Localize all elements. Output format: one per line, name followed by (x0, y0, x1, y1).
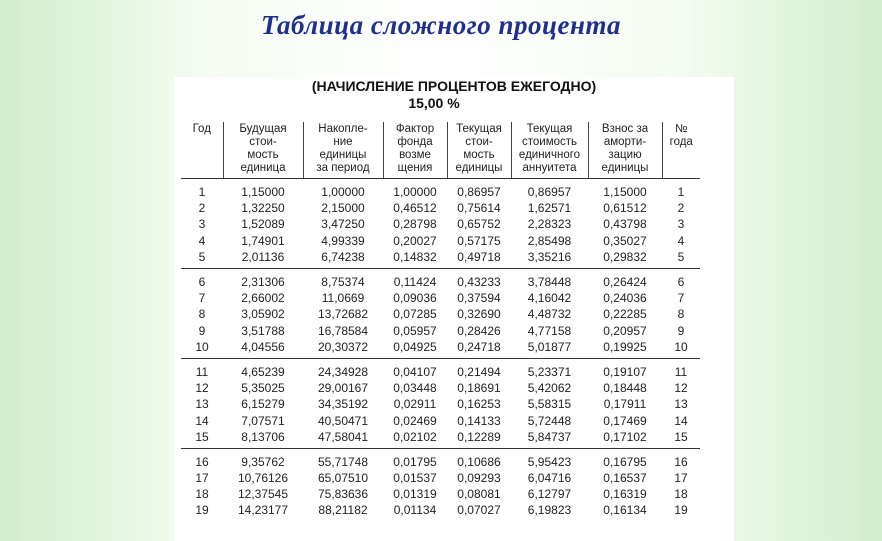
table-cell: 0,24036 (603, 291, 647, 306)
table-header-row (181, 122, 700, 179)
table-cell: 0,43233 (457, 275, 501, 290)
column-header-line: единицы (455, 162, 503, 174)
table-cell: 6,15279 (241, 397, 285, 412)
table-cell: 5 (198, 249, 206, 264)
table-row (181, 233, 700, 249)
table-cell: 0,01134 (393, 503, 437, 518)
column-header-line: единицы (319, 149, 367, 161)
table-row (181, 502, 700, 518)
table-row (181, 396, 700, 412)
table-cell: 24,34928 (317, 364, 369, 379)
slide-title: Таблица сложного процента (260, 10, 622, 40)
column-header-line: стои- (465, 136, 493, 148)
table-cell: 9 (677, 323, 685, 338)
table-cell: 47,58041 (317, 429, 369, 444)
interest-rate: 15,00 % (408, 95, 460, 111)
table-cell: 14 (195, 413, 209, 428)
table-cell: 0,17469 (603, 413, 647, 428)
table-cell: 2,28323 (527, 217, 572, 232)
table-row (181, 339, 700, 355)
table-cell: 11 (674, 364, 688, 379)
column-header-line: щения (397, 162, 433, 174)
table-cell: 75,83636 (317, 487, 369, 502)
table-cell: 6,19823 (527, 503, 572, 518)
table-cell: 5,42062 (527, 381, 572, 396)
column-header (181, 122, 223, 179)
table-cell: 4,99339 (321, 233, 365, 248)
table-cell: 1,74901 (241, 233, 285, 248)
table-cell: 4,77158 (527, 323, 572, 338)
table-cell: 0,16134 (603, 503, 647, 518)
column-header (662, 122, 700, 179)
table-cell: 0,18691 (457, 381, 501, 396)
table-cell: 0,16253 (457, 397, 501, 412)
table-cell: 8,13706 (241, 429, 285, 444)
table-cell: 6,04716 (527, 471, 572, 486)
table-cell: 0,26424 (603, 275, 647, 290)
column-header-line: Текущая (526, 123, 573, 135)
table-cell: 11,0669 (321, 291, 365, 306)
table-cell: 0,07027 (457, 503, 501, 518)
column-header (588, 122, 662, 179)
table-cell: 0,49718 (457, 249, 501, 264)
table-row (181, 249, 700, 265)
column-header-line: стоимость (521, 136, 578, 148)
table-cell: 0,04925 (393, 339, 437, 354)
table-cell: 3 (677, 217, 685, 232)
table-cell: 3,05902 (241, 307, 285, 322)
table-cell: 3,78448 (527, 275, 572, 290)
table-cell: 0,16319 (603, 487, 647, 502)
table-cell: 5,58315 (527, 397, 572, 412)
table-cell: 9,35762 (241, 454, 285, 469)
table-row (181, 274, 700, 290)
table-cell: 0,24718 (457, 339, 501, 354)
table-cell: 0,01537 (393, 471, 437, 486)
column-header-line: зацию (608, 149, 642, 161)
table-cell: 13,72682 (317, 307, 369, 322)
table-cell: 2 (198, 201, 206, 216)
table-cell: 0,46512 (393, 201, 437, 216)
column-header-line: стои- (249, 136, 277, 148)
column-header-line: Будущая (239, 123, 287, 135)
table-row (181, 216, 700, 232)
table-cell: 0,28426 (457, 323, 501, 338)
table-row (181, 200, 700, 216)
table-cell: 2,85498 (527, 233, 572, 248)
column-header-line: единица (240, 162, 286, 174)
table-cell: 88,21182 (318, 503, 368, 518)
table-cell: 5,35025 (241, 381, 285, 396)
table-cell: 0,14832 (393, 249, 437, 264)
table-cell: 0,86957 (527, 185, 572, 200)
column-header-line: Взнос за (601, 123, 649, 135)
table-cell: 3,51788 (241, 323, 285, 338)
table-cell: 12 (195, 381, 209, 396)
table-row (181, 486, 700, 502)
table-cell: 0,19107 (603, 364, 647, 379)
table-cell: 6,12797 (527, 487, 572, 502)
table-cell: 0,01319 (393, 487, 437, 502)
table-cell: 9 (198, 323, 206, 338)
table-cell: 29,00167 (317, 381, 369, 396)
table-cell: 10,76126 (237, 471, 289, 486)
table-cell: 0,19925 (603, 339, 647, 354)
table-row (181, 429, 700, 445)
table-cell: 0,12289 (457, 429, 501, 444)
table-cell: 4 (677, 233, 685, 248)
table-cell: 0,65752 (457, 217, 501, 232)
table-cell: 5,01877 (527, 339, 572, 354)
table-cell: 1,52089 (241, 217, 285, 232)
table-cell: 2,15000 (321, 201, 365, 216)
table-cell: 55,71748 (317, 454, 369, 469)
table-cell: 0,17102 (603, 429, 647, 444)
table-row (181, 290, 700, 306)
table-row (181, 380, 700, 396)
table-cell: 40,50471 (317, 413, 369, 428)
column-header-line: Фактор (395, 123, 435, 135)
table-row (181, 470, 700, 486)
table-cell: 4,48732 (527, 307, 572, 322)
table-cell: 0,16537 (603, 471, 647, 486)
table-cell: 10 (674, 339, 688, 354)
table-cell: 16 (674, 454, 688, 469)
table-cell: 4,65239 (241, 364, 285, 379)
table-cell: 0,05957 (393, 323, 437, 338)
table-cell: 3 (198, 217, 206, 232)
table-cell: 15 (674, 429, 688, 444)
table-cell: 5,95423 (527, 454, 572, 469)
column-header (383, 122, 447, 179)
column-header-line: фонда (397, 136, 433, 148)
table-row (181, 306, 700, 322)
table-cell: 0,11424 (393, 275, 437, 290)
table-cell: 4,16042 (527, 291, 572, 306)
table-row (181, 454, 700, 470)
column-header-line: Текущая (456, 123, 502, 135)
table-cell: 7,07571 (241, 413, 285, 428)
table-cell: 4 (198, 233, 206, 248)
table-cell: 0,21494 (457, 364, 501, 379)
column-header (303, 122, 383, 179)
table-cell: 1,62571 (527, 201, 572, 216)
table-cell: 8 (198, 307, 206, 322)
table-cell: 0,07285 (393, 307, 437, 322)
table-cell: 0,04107 (393, 364, 437, 379)
column-header-line: мость (463, 149, 495, 161)
table-cell: 0,28798 (393, 217, 437, 232)
table-cell: 0,10686 (457, 454, 501, 469)
table-cell: 15 (195, 429, 209, 444)
table-cell: 0,43798 (603, 217, 647, 232)
table-cell: 0,14133 (457, 413, 501, 428)
table-cell: 1 (677, 185, 685, 200)
table-cell: 0,18448 (603, 381, 647, 396)
column-header (511, 122, 588, 179)
table-cell: 17 (195, 471, 209, 486)
table-cell: 0,29832 (603, 249, 647, 264)
table-cell: 16,78584 (317, 323, 369, 338)
table-cell: 0,75614 (457, 201, 501, 216)
table-row (181, 184, 700, 200)
table-cell: 0,35027 (603, 233, 647, 248)
table-cell: 13 (674, 397, 688, 412)
table-cell: 19 (674, 503, 688, 518)
column-header-line: Год (192, 123, 211, 135)
sheet-header (174, 77, 734, 112)
column-header-line: ние (333, 136, 353, 148)
table-cell: 8,75374 (321, 275, 365, 290)
table-cell: 2 (677, 201, 685, 216)
table-cell: 1,00000 (393, 185, 437, 200)
column-header-line: единичного (518, 149, 581, 161)
column-header-line: аннуитета (522, 162, 577, 174)
table-cell: 5,23371 (527, 364, 572, 379)
table-cell: 0,02469 (393, 413, 437, 428)
table-cell: 1,32250 (241, 201, 285, 216)
table-cell: 0,09036 (393, 291, 437, 306)
table-cell: 0,08081 (457, 487, 501, 502)
table-cell: 0,86957 (457, 185, 501, 200)
compound-interest-sheet (174, 77, 734, 541)
table-cell: 14 (674, 413, 688, 428)
table-cell: 2,31306 (241, 275, 285, 290)
table-cell: 0,09293 (457, 471, 501, 486)
table-cell: 3,35216 (527, 249, 572, 264)
table-cell: 7 (677, 291, 685, 306)
column-header-line: № (675, 123, 688, 135)
table-cell: 10 (195, 339, 209, 354)
table-cell: 18 (195, 487, 209, 502)
table-cell: 17 (674, 471, 688, 486)
table-cell: 0,20957 (603, 323, 647, 338)
table-cell: 3,47250 (321, 217, 365, 232)
table-cell: 0,16795 (603, 454, 647, 469)
column-header-line: мость (247, 149, 279, 161)
table-cell: 0,20027 (393, 233, 437, 248)
table-cell: 0,57175 (457, 233, 501, 248)
column-header-line: Накопле- (318, 123, 368, 135)
table-cell: 11 (195, 364, 209, 379)
table-cell: 20,30372 (317, 339, 369, 354)
column-header-line: единицы (601, 162, 649, 174)
table-cell: 0,37594 (457, 291, 501, 306)
table-cell: 4,04556 (241, 339, 285, 354)
table-cell: 0,61512 (603, 201, 647, 216)
compound-interest-table (181, 122, 700, 519)
table-cell: 12,37545 (237, 487, 289, 502)
table-cell: 12 (674, 381, 688, 396)
table-cell: 8 (677, 307, 685, 322)
table-cell: 1,00000 (321, 185, 365, 200)
sheet-heading: (НАЧИСЛЕНИЕ ПРОЦЕНТОВ ЕЖЕГОДНО) (311, 78, 597, 94)
table-cell: 0,02102 (393, 429, 437, 444)
table-row (181, 323, 700, 339)
table-cell: 6 (198, 275, 206, 290)
table-cell: 18 (674, 487, 688, 502)
table-cell: 65,07510 (317, 471, 369, 486)
column-header-line: аморти- (603, 136, 647, 148)
table-cell: 34,35192 (317, 397, 369, 412)
column-header-line: за период (316, 162, 370, 174)
table-cell: 1 (198, 185, 206, 200)
column-header-line: года (669, 136, 693, 148)
table-cell: 5,72448 (527, 413, 572, 428)
table-cell: 0,02911 (393, 397, 437, 412)
column-header-line: возме (399, 149, 431, 161)
table-cell: 5,84737 (527, 429, 572, 444)
table-cell: 0,22285 (603, 307, 647, 322)
table-cell: 0,01795 (393, 454, 437, 469)
table-row (181, 364, 700, 380)
table-cell: 19 (195, 503, 209, 518)
table-cell: 14,23177 (237, 503, 289, 518)
column-header (447, 122, 511, 179)
table-cell: 16 (195, 454, 209, 469)
table-cell: 1,15000 (241, 185, 285, 200)
table-cell: 1,15000 (603, 185, 647, 200)
table-cell: 2,01136 (241, 249, 285, 264)
table-cell: 13 (195, 397, 209, 412)
table-cell: 6 (677, 275, 685, 290)
column-header (223, 122, 303, 179)
table-cell: 0,03448 (393, 381, 437, 396)
table-cell: 2,66002 (241, 291, 285, 306)
table-row (181, 412, 700, 428)
table-cell: 0,32690 (457, 307, 501, 322)
table-cell: 6,74238 (321, 249, 365, 264)
table-cell: 0,17911 (603, 397, 647, 412)
table-cell: 5 (677, 249, 685, 264)
table-cell: 7 (198, 291, 206, 306)
